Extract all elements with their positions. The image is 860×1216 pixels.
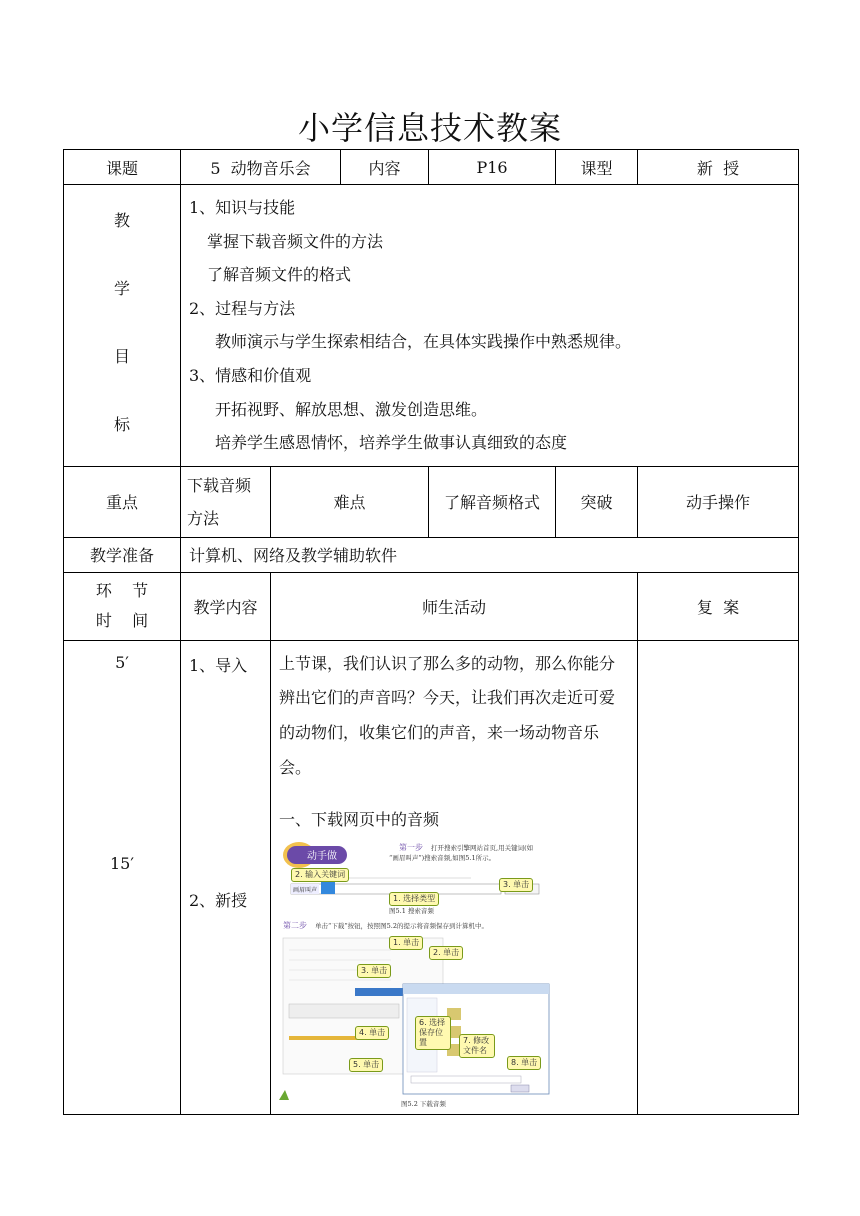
goal-line: 2、过程与方法 [189,298,296,318]
goals-label [64,185,181,467]
goals-label-char: 教 [113,211,130,230]
caption1: 图5.1 搜索音频 [389,907,434,916]
badge-step-1: 1. 选择类型 [389,892,439,906]
prep-value: 计算机、网络及教学辅助软件 [181,537,799,572]
logo-text: 动手做 [307,851,337,863]
kexing-label: 课型 [556,150,638,185]
filename-field [411,1076,521,1083]
tupo-label: 突破 [556,466,638,537]
kexing-value: 新 授 [638,150,799,185]
nandian-label: 难点 [271,466,429,537]
row-body [64,640,799,1114]
row-keypoints [64,466,799,537]
save-dialog-titlebar [403,984,549,994]
content-intro: 1、导入 [189,655,248,675]
header-fuan: 复 案 [638,572,799,640]
badge-step-3: 3. 单击 [499,878,533,892]
goal-line: 1、知识与技能 [189,198,296,217]
goal-line: 3、情感和价值观 [189,365,312,385]
header-activity: 师生活动 [271,572,638,640]
activity-intro: 上节课，我们认识了那么多的动物，那么你能分辨出它们的声音吗？今天，让我们再次走近可爱的动物们，收集它们的声音，来一场动物音乐会。 [279,653,616,777]
badge-b1: 1. 单击 [389,936,423,950]
fuan-cell [638,640,799,1114]
goal-line: 掌握下载音频文件的方法 [207,231,384,251]
section-heading: 一、下载网页中的音频 [279,810,440,830]
neirong-value: P16 [429,150,556,185]
step1-text: 打开搜索引擎网站首页,用关键词(如 “画眉叫声”)搜索音频,如图5.1所示。 [389,844,534,863]
badge-b6: 6. 选择保存位置 [415,1016,451,1050]
goal-line: 了解音频文件的格式 [207,265,352,285]
badge-b8: 8. 单击 [507,1056,541,1070]
zhongdian-label: 重点 [64,466,181,537]
document-title: 小学信息技术教案 [297,109,562,147]
step1-label: 第一步 [399,843,423,853]
goals-label-char: 标 [113,415,130,434]
caption2: 图5.2 下载音频 [401,1100,446,1109]
header-stage-time [64,572,181,640]
header-shijian: 时 间 [95,611,149,631]
row-topic [64,150,799,185]
time-intro: 5′ [115,652,129,672]
badge-b4: 4. 单击 [355,1026,389,1040]
badge-step-2: 2. 输入关键词 [291,868,349,882]
goals-label-char: 目 [113,347,130,366]
download-dialog [289,1004,399,1018]
neirong-label: 内容 [341,150,429,185]
lesson-plan-table [63,149,799,1115]
zhongdian-value: 下载音频方法 [181,466,271,537]
step2-label: 第二步 [283,921,307,931]
keti-label: 课题 [64,150,181,185]
goals-label-char: 学 [113,279,130,298]
goal-line: 培养学生感恩情怀，培养学生做事认真细致的态度 [215,433,568,453]
content-new: 2、新授 [189,890,248,910]
goals-content [181,185,799,467]
search-value: 画眉叫声 [293,887,318,895]
activity-cell [271,640,638,1114]
row-header [64,572,799,640]
badge-b2: 2. 单击 [429,946,463,960]
mascot-leaf [279,1090,289,1100]
time-new: 15′ [110,853,134,873]
goal-line: 开拓视野、解放思想、激发创造思维。 [215,399,488,419]
tupo-value: 动手操作 [638,466,799,537]
search-logo [321,882,335,894]
row-goals [64,185,799,467]
prep-label: 教学准备 [64,537,181,572]
badge-b5: 5. 单击 [349,1058,383,1072]
step2-text: 单击“下载”按钮，按照图5.2的提示将音频保存到计算机中。 [315,922,488,931]
time-cell [64,640,181,1114]
content-cell [181,640,271,1114]
keti-value: 5 动物音乐会 [181,150,341,185]
header-content: 教学内容 [181,572,271,640]
badge-b7: 7. 修改文件名 [459,1034,495,1058]
badge-b3: 3. 单击 [357,964,391,978]
nandian-value: 了解音频格式 [429,466,556,537]
header-huanjie: 环 节 [95,581,149,601]
goal-line: 教师演示与学生探索相结合，在具体实践操作中熟悉规律。 [215,332,632,352]
textbook-figure [271,838,556,1108]
save-button [511,1085,529,1092]
row-prep [64,537,799,572]
